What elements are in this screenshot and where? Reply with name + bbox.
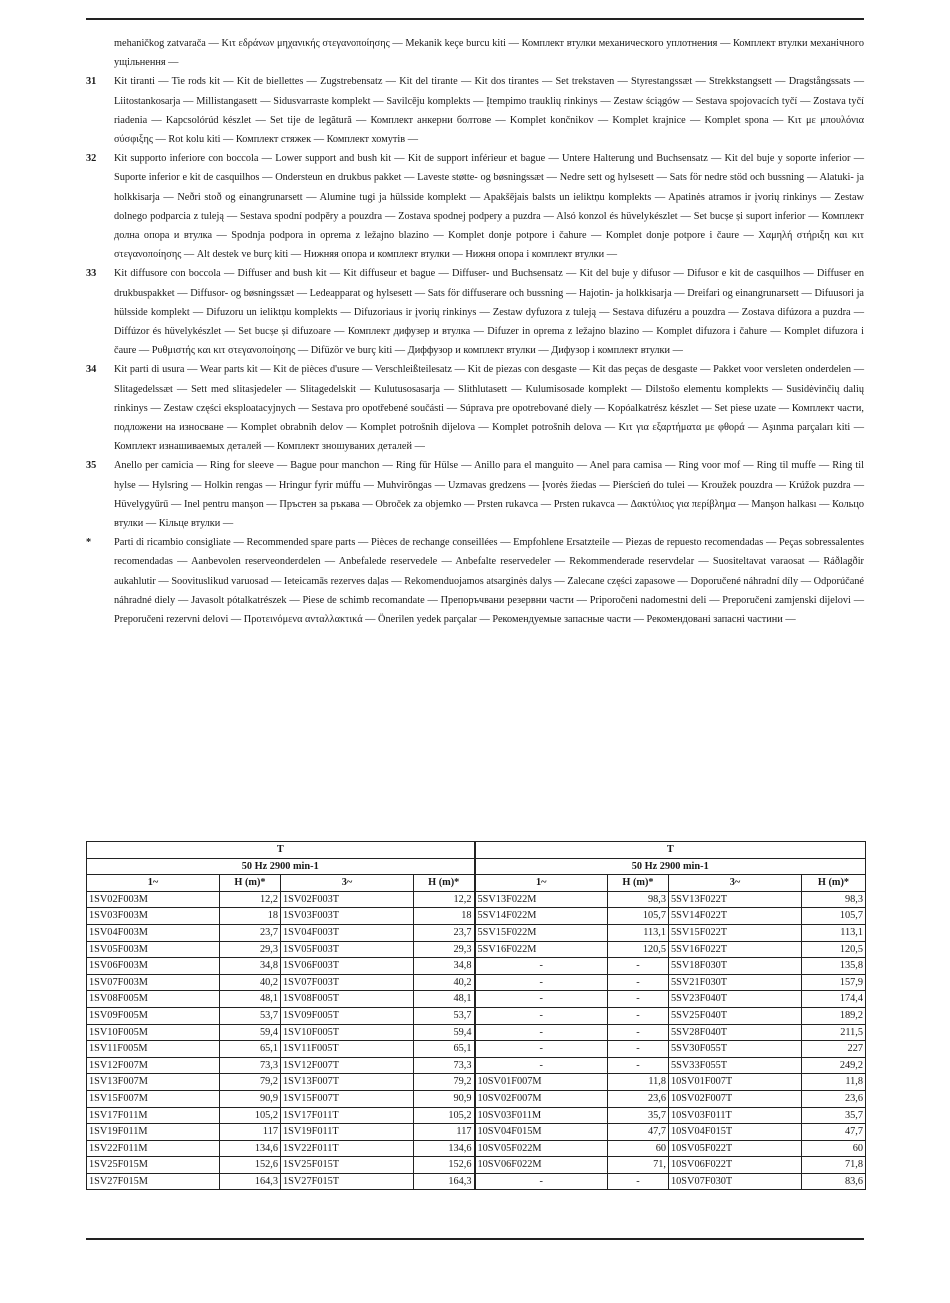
list-item	[86, 456, 864, 533]
pump-head-table	[86, 841, 866, 1190]
head-value-cell: 98,3	[608, 891, 669, 908]
head-value-cell: 117	[414, 1124, 475, 1141]
head-value-cell: 59,4	[220, 1024, 281, 1041]
model-cell: 1SV06F003T	[281, 958, 414, 975]
list-item	[86, 533, 864, 629]
model-cell: 1SV19F011T	[281, 1124, 414, 1141]
model-cell: 1SV12F007M	[87, 1057, 220, 1074]
model-cell: 1SV09F005T	[281, 1007, 414, 1024]
model-cell: 5SV25F040T	[669, 1007, 802, 1024]
table-row	[87, 1074, 866, 1091]
model-cell: 5SV15F022M	[475, 924, 608, 941]
model-cell: 1SV13F007T	[281, 1074, 414, 1091]
model-cell: 1SV17F011M	[87, 1107, 220, 1124]
model-cell: 1SV10F005M	[87, 1024, 220, 1041]
model-cell: 1SV07F003M	[87, 974, 220, 991]
table-row	[87, 1057, 866, 1074]
head-value-cell: 134,6	[414, 1140, 475, 1157]
column-header: 1~	[87, 875, 220, 892]
model-cell: 1SV17F011T	[281, 1107, 414, 1124]
model-cell: 1SV11F005T	[281, 1041, 414, 1058]
table-row	[87, 1007, 866, 1024]
column-header: 3~	[669, 875, 802, 892]
item-number: 33	[86, 268, 97, 280]
head-value-cell: 35,7	[802, 1107, 866, 1124]
model-cell: 10SV02F007T	[669, 1090, 802, 1107]
model-cell: -	[475, 1024, 608, 1041]
head-value-cell: 60	[608, 1140, 669, 1157]
head-value-cell: 53,7	[414, 1007, 475, 1024]
model-cell: 10SV07F030T	[669, 1173, 802, 1190]
table-row	[87, 1041, 866, 1058]
item-text: Kit parti di usura — Wear parts kit — Kit de pièces d'usure — Verschleißteilesatz — Kit de piezas con desgaste — Kit das peças de desgaste — Pakket voor versleten onderdelen — Slitagedelssæt — Sett med slitasjedeler — Slitagedelskit — Kulutusosasarja — Slithlutasett — Kulumisosade komplekt — Dilstošo elementu komplekts — Susidėvinčių dalių rinkinys — Zestaw części eksploatacyjnych — Sestava pro opotřebené součásti — Súprava pre opotrebované diely — Kopóalkatrész készlet — Set piese uzate — Комплект части, подложени на износване — Komplet obrabnih delov — Komplet potrošnih dijelova — Komplet potrošnih delova — Κιτ για εξαρτήματα με φθορά — Aşınma parçaları kiti — Комплект изнашиваемых деталей — Комплект зношуваних деталей —	[114, 364, 864, 453]
model-cell: 10SV04F015T	[669, 1124, 802, 1141]
head-value-cell: 29,3	[220, 941, 281, 958]
head-value-cell: 227	[802, 1041, 866, 1058]
head-value-cell: 120,5	[608, 941, 669, 958]
item-number: 32	[86, 153, 97, 165]
table-row	[87, 924, 866, 941]
model-cell: 5SV28F040T	[669, 1024, 802, 1041]
model-cell: 1SV05F003T	[281, 941, 414, 958]
head-value-cell: 105,7	[608, 908, 669, 925]
head-value-cell: 48,1	[220, 991, 281, 1008]
head-value-cell: 152,6	[220, 1157, 281, 1174]
head-value-cell: -	[608, 1041, 669, 1058]
head-value-cell: 117	[220, 1124, 281, 1141]
model-cell: -	[475, 974, 608, 991]
model-cell: 1SV02F003T	[281, 891, 414, 908]
head-value-cell: 23,7	[220, 924, 281, 941]
head-value-cell: -	[608, 1007, 669, 1024]
group-header-left: T	[87, 842, 475, 859]
table-column-header-row	[87, 875, 866, 892]
model-cell: 1SV08F005T	[281, 991, 414, 1008]
parts-description-list	[86, 34, 864, 629]
head-value-cell: 135,8	[802, 958, 866, 975]
table-row	[87, 974, 866, 991]
bottom-rule	[86, 1238, 864, 1240]
model-cell: 1SV03F003T	[281, 908, 414, 925]
model-cell: 5SV14F022T	[669, 908, 802, 925]
model-cell: 1SV04F003T	[281, 924, 414, 941]
head-value-cell: 12,2	[414, 891, 475, 908]
column-header: H (m)*	[414, 875, 475, 892]
item-text: Kit diffusore con boccola — Diffuser and bush kit — Kit diffuseur et bague — Diffuser- und Buchsensatz — Kit del buje y difusor — Difusor e kit de casquilhos — Diffuser en drukbuspakket — Diffusor- og bøsningssæt — Ledeapparat og hylsesett — Sats för diffuserare och bussning — Hajotin- ja holkkisarja — Dreifari og einangrunarsett — Difuusori ja hülsside komplekt — Difuzoru un ieliktņu komplekts — Difuzoriaus ir įvorių rinkinys — Zestaw dyfuzora z tuleją — Sestava difuzéru a pouzdra — Zostava difúzora a puzdra — Diffúzor és hüvelykészlet — Set bucșe și difuzoare — Комплект дифузер и втулка — Difuzer in oprema z ležajno blazino — Komplet difuzora i čahure — Komplet difuzora i čaure — Ρυθμιστής και κιτ στεγανοποίησης — Difüzör ve burç kiti — Диффузор и комплект втулки — Дифузор і комплект втулки —	[114, 268, 864, 357]
model-cell: 1SV09F005M	[87, 1007, 220, 1024]
model-cell: -	[475, 1041, 608, 1058]
table-row	[87, 908, 866, 925]
model-cell: -	[475, 958, 608, 975]
head-value-cell: 65,1	[414, 1041, 475, 1058]
item-text: Kit supporto inferiore con boccola — Lower support and bush kit — Kit de support inférieur et bague — Untere Halterung und Buchsensatz — Kit del buje y soporte inferior — Suporte inferior e kit de casquilhos — Ondersteun en drukbus pakket — Laveste støtte- og bøsningssæt — Nedre sett og hylsesett — Sats för nedre stöd och bussning — Alatuki- ja holkkisarja — Neðri stoð og einangrunarsett — Alumine tugi ja hülsside komplekt — Apakšējais balsts un ieliktņu komplekts — Apatinės atramos ir įvorių rinkinys — Zestaw dolnego podparcia z tuleją — Sestava spodní podpěry a pouzdra — Zostava spodnej podpery a puzdra — Alsó konzol és hüvelykészlet — Set bucșe și suport inferior — Комплект долна опора и втулка — Spodnja podpora in oprema z ležajno blazino — Komplet donje potpore i čahure — Komplet donje potpore i čaure — Χαμηλή στήριξη και κιτ στεγανοποίησης — Alt destek ve burç kiti — Нижняя опора и комплект втулки — Нижня опора і комплект втулки —	[114, 153, 864, 261]
model-cell: 10SV03F011M	[475, 1107, 608, 1124]
item-text: Parti di ricambio consigliate — Recommended spare parts — Pièces de rechange conseillées — Empfohlene Ersatzteile — Piezas de repuesto recomendadas — Peças sobressalentes recomendadas — Aanbevolen reserveonderdelen — Anbefalede reservedele — Anbefalte reservedeler — Rekommenderade reservdelar — Suositeltavat varaosat — Ráðlagðir aukahlutir — Soovituslikud varuosad — Ieteicamās rezerves daļas — Rekomenduojamos atsarginės dalys — Zalecane części zapasowe — Doporučené náhradní díly — Odporúčané náhradné diely — Javasolt pótalkatrészek — Piese de schimb recomandate — Препоръчвани резервни части — Priporočeni nadomestni deli — Preporučeni zamjenski dijelovi — Preporučeni rezervni delovi — Προτεινόμενα ανταλλακτικά — Önerilen yedek parçalar — Рекомендуемые запасные части — Рекомендовані запасні частини —	[114, 537, 864, 626]
table-frequency-row	[87, 858, 866, 875]
model-cell: 1SV15F007M	[87, 1090, 220, 1107]
head-value-cell: 174,4	[802, 991, 866, 1008]
table-row	[87, 1090, 866, 1107]
head-value-cell: 23,6	[802, 1090, 866, 1107]
model-cell: 1SV25F015T	[281, 1157, 414, 1174]
table-body	[87, 891, 866, 1190]
table-row	[87, 1173, 866, 1190]
head-value-cell: 40,2	[414, 974, 475, 991]
head-value-cell: 105,2	[414, 1107, 475, 1124]
model-cell: 10SV03F011T	[669, 1107, 802, 1124]
model-cell: 1SV22F011M	[87, 1140, 220, 1157]
model-cell: 1SV10F005T	[281, 1024, 414, 1041]
model-cell: 1SV04F003M	[87, 924, 220, 941]
table-row	[87, 958, 866, 975]
head-value-cell: 34,8	[414, 958, 475, 975]
model-cell: 1SV19F011M	[87, 1124, 220, 1141]
model-cell: 10SV02F007M	[475, 1090, 608, 1107]
head-value-cell: 18	[220, 908, 281, 925]
table-row	[87, 891, 866, 908]
model-cell: 5SV33F055T	[669, 1057, 802, 1074]
list-item	[86, 360, 864, 456]
head-value-cell: 79,2	[220, 1074, 281, 1091]
model-cell: 5SV30F055T	[669, 1041, 802, 1058]
model-cell: 10SV01F007M	[475, 1074, 608, 1091]
model-cell: 1SV03F003M	[87, 908, 220, 925]
head-value-cell: 59,4	[414, 1024, 475, 1041]
model-cell: -	[475, 991, 608, 1008]
table-row	[87, 1140, 866, 1157]
model-cell: 1SV15F007T	[281, 1090, 414, 1107]
head-value-cell: 105,7	[802, 908, 866, 925]
model-cell: 10SV05F022M	[475, 1140, 608, 1157]
column-header: H (m)*	[220, 875, 281, 892]
head-value-cell: 157,9	[802, 974, 866, 991]
head-value-cell: 40,2	[220, 974, 281, 991]
table-row	[87, 991, 866, 1008]
table-row	[87, 941, 866, 958]
list-item	[86, 149, 864, 264]
table-row	[87, 1124, 866, 1141]
head-value-cell: 134,6	[220, 1140, 281, 1157]
item-number: 35	[86, 460, 97, 472]
item-text: Kit tiranti — Tie rods kit — Kit de biellettes — Zugstrebensatz — Kit del tirante — Kit dos tirantes — Set trekstaven — Styrestangssæt — Strekkstangsett — Dragstångssats — Liitostankosarja — Millistangasett — Sidusvarraste komplekt — Savilcēju komplekts — Įtempimo trauklių rinkinys — Zestaw ściągów — Sestava spojovacích tyčí — Zostava tyčí riadenia — Kapcsolórúd készlet — Set tije de legătură — Комплект анкерни болтове — Komplet končnikov — Komplet krajnice — Komplet spona — Κιτ με μπουλόνια σύσφιξης — Rot kolu kiti — Комплект стяжек — Комплект хомутів —	[114, 76, 864, 146]
model-cell: 5SV16F022T	[669, 941, 802, 958]
model-cell: 5SV21F030T	[669, 974, 802, 991]
frequency-header-left: 50 Hz 2900 min-1	[87, 858, 475, 875]
model-cell: 5SV18F030T	[669, 958, 802, 975]
column-header: 1~	[475, 875, 608, 892]
head-value-cell: -	[608, 974, 669, 991]
head-value-cell: 113,1	[802, 924, 866, 941]
table-row	[87, 1107, 866, 1124]
model-cell: 5SV13F022M	[475, 891, 608, 908]
head-value-cell: -	[608, 1057, 669, 1074]
head-value-cell: 189,2	[802, 1007, 866, 1024]
model-cell: 1SV22F011T	[281, 1140, 414, 1157]
head-value-cell: 152,6	[414, 1157, 475, 1174]
model-cell: 10SV06F022M	[475, 1157, 608, 1174]
head-value-cell: 79,2	[414, 1074, 475, 1091]
item-number: *	[86, 537, 92, 549]
top-rule	[86, 18, 864, 20]
list-item	[86, 264, 864, 360]
model-cell: 5SV13F022T	[669, 891, 802, 908]
head-value-cell: 11,8	[608, 1074, 669, 1091]
head-value-cell: 23,6	[608, 1090, 669, 1107]
table-group-row	[87, 842, 866, 859]
head-value-cell: 164,3	[414, 1173, 475, 1190]
model-cell: 1SV07F003T	[281, 974, 414, 991]
model-cell: 10SV05F022T	[669, 1140, 802, 1157]
head-value-cell: 98,3	[802, 891, 866, 908]
group-header-right: T	[475, 842, 866, 859]
model-cell: -	[475, 1057, 608, 1074]
model-cell: 5SV15F022T	[669, 924, 802, 941]
head-value-cell: 29,3	[414, 941, 475, 958]
item-number: 31	[86, 76, 97, 88]
head-value-cell: 11,8	[802, 1074, 866, 1091]
head-value-cell: 48,1	[414, 991, 475, 1008]
frequency-header-right: 50 Hz 2900 min-1	[475, 858, 866, 875]
model-cell: 5SV23F040T	[669, 991, 802, 1008]
head-value-cell: 34,8	[220, 958, 281, 975]
model-cell: 1SV13F007M	[87, 1074, 220, 1091]
head-value-cell: 71,8	[802, 1157, 866, 1174]
item-number: 34	[86, 364, 97, 376]
model-cell: 1SV25F015M	[87, 1157, 220, 1174]
head-value-cell: 73,3	[414, 1057, 475, 1074]
head-value-cell: 12,2	[220, 891, 281, 908]
head-value-cell: 83,6	[802, 1173, 866, 1190]
head-value-cell: 120,5	[802, 941, 866, 958]
head-value-cell: 60	[802, 1140, 866, 1157]
head-value-cell: 23,7	[414, 924, 475, 941]
column-header: 3~	[281, 875, 414, 892]
head-value-cell: 18	[414, 908, 475, 925]
head-value-cell: -	[608, 1024, 669, 1041]
head-value-cell: -	[608, 991, 669, 1008]
model-cell: 1SV02F003M	[87, 891, 220, 908]
head-value-cell: 73,3	[220, 1057, 281, 1074]
model-cell: 1SV06F003M	[87, 958, 220, 975]
model-cell: 1SV27F015T	[281, 1173, 414, 1190]
head-value-cell: -	[608, 958, 669, 975]
head-value-cell: 47,7	[802, 1124, 866, 1141]
head-value-cell: -	[608, 1173, 669, 1190]
model-cell: -	[475, 1007, 608, 1024]
model-cell: 5SV14F022M	[475, 908, 608, 925]
model-cell: -	[475, 1173, 608, 1190]
head-value-cell: 249,2	[802, 1057, 866, 1074]
head-value-cell: 65,1	[220, 1041, 281, 1058]
list-item	[86, 72, 864, 149]
item-text: Anello per camicia — Ring for sleeve — Bague pour manchon — Ring für Hülse — Anillo para el manguito — Anel para camisa — Ring voor mof — Ring til muffe — Ring til hylse — Hylsring — Holkin rengas — Hringur fyrir múffu — Muhvirõngas — Uzmavas gredzens — Įvorės žiedas — Pierścień do tulei — Kroužek pouzdra — Krúžok puzdra — Hüvelygyűrű — Inel pentru manșon — Пръстен за ръкава — Obroček za objemko — Prsten rukavca — Prsten rukavca — Δακτύλιος για περίβλημα — Manşon halkası — Кольцо втулки — Кільце втулки —	[114, 460, 864, 530]
head-value-cell: 164,3	[220, 1173, 281, 1190]
model-cell: 1SV05F003M	[87, 941, 220, 958]
head-value-cell: 47,7	[608, 1124, 669, 1141]
model-cell: 10SV04F015M	[475, 1124, 608, 1141]
model-cell: 10SV06F022T	[669, 1157, 802, 1174]
head-value-cell: 71,	[608, 1157, 669, 1174]
head-value-cell: 113,1	[608, 924, 669, 941]
model-cell: 1SV12F007T	[281, 1057, 414, 1074]
head-value-cell: 35,7	[608, 1107, 669, 1124]
head-value-cell: 90,9	[220, 1090, 281, 1107]
model-cell: 1SV08F005M	[87, 991, 220, 1008]
model-cell: 5SV16F022M	[475, 941, 608, 958]
model-cell: 1SV27F015M	[87, 1173, 220, 1190]
column-header: H (m)*	[608, 875, 669, 892]
item-text: mehaničkog zatvarača — Κιτ εδράνων μηχανικής στεγανοποίησης — Mekanik keçe burcu kiti — Комплект втулки механического уплотнения — Комплект втулки механічного ущільнення —	[114, 38, 864, 69]
head-value-cell: 105,2	[220, 1107, 281, 1124]
head-value-cell: 90,9	[414, 1090, 475, 1107]
head-value-cell: 53,7	[220, 1007, 281, 1024]
list-item	[86, 34, 864, 72]
table-row	[87, 1157, 866, 1174]
model-cell: 10SV01F007T	[669, 1074, 802, 1091]
column-header: H (m)*	[802, 875, 866, 892]
head-value-cell: 211,5	[802, 1024, 866, 1041]
table-row	[87, 1024, 866, 1041]
model-cell: 1SV11F005M	[87, 1041, 220, 1058]
